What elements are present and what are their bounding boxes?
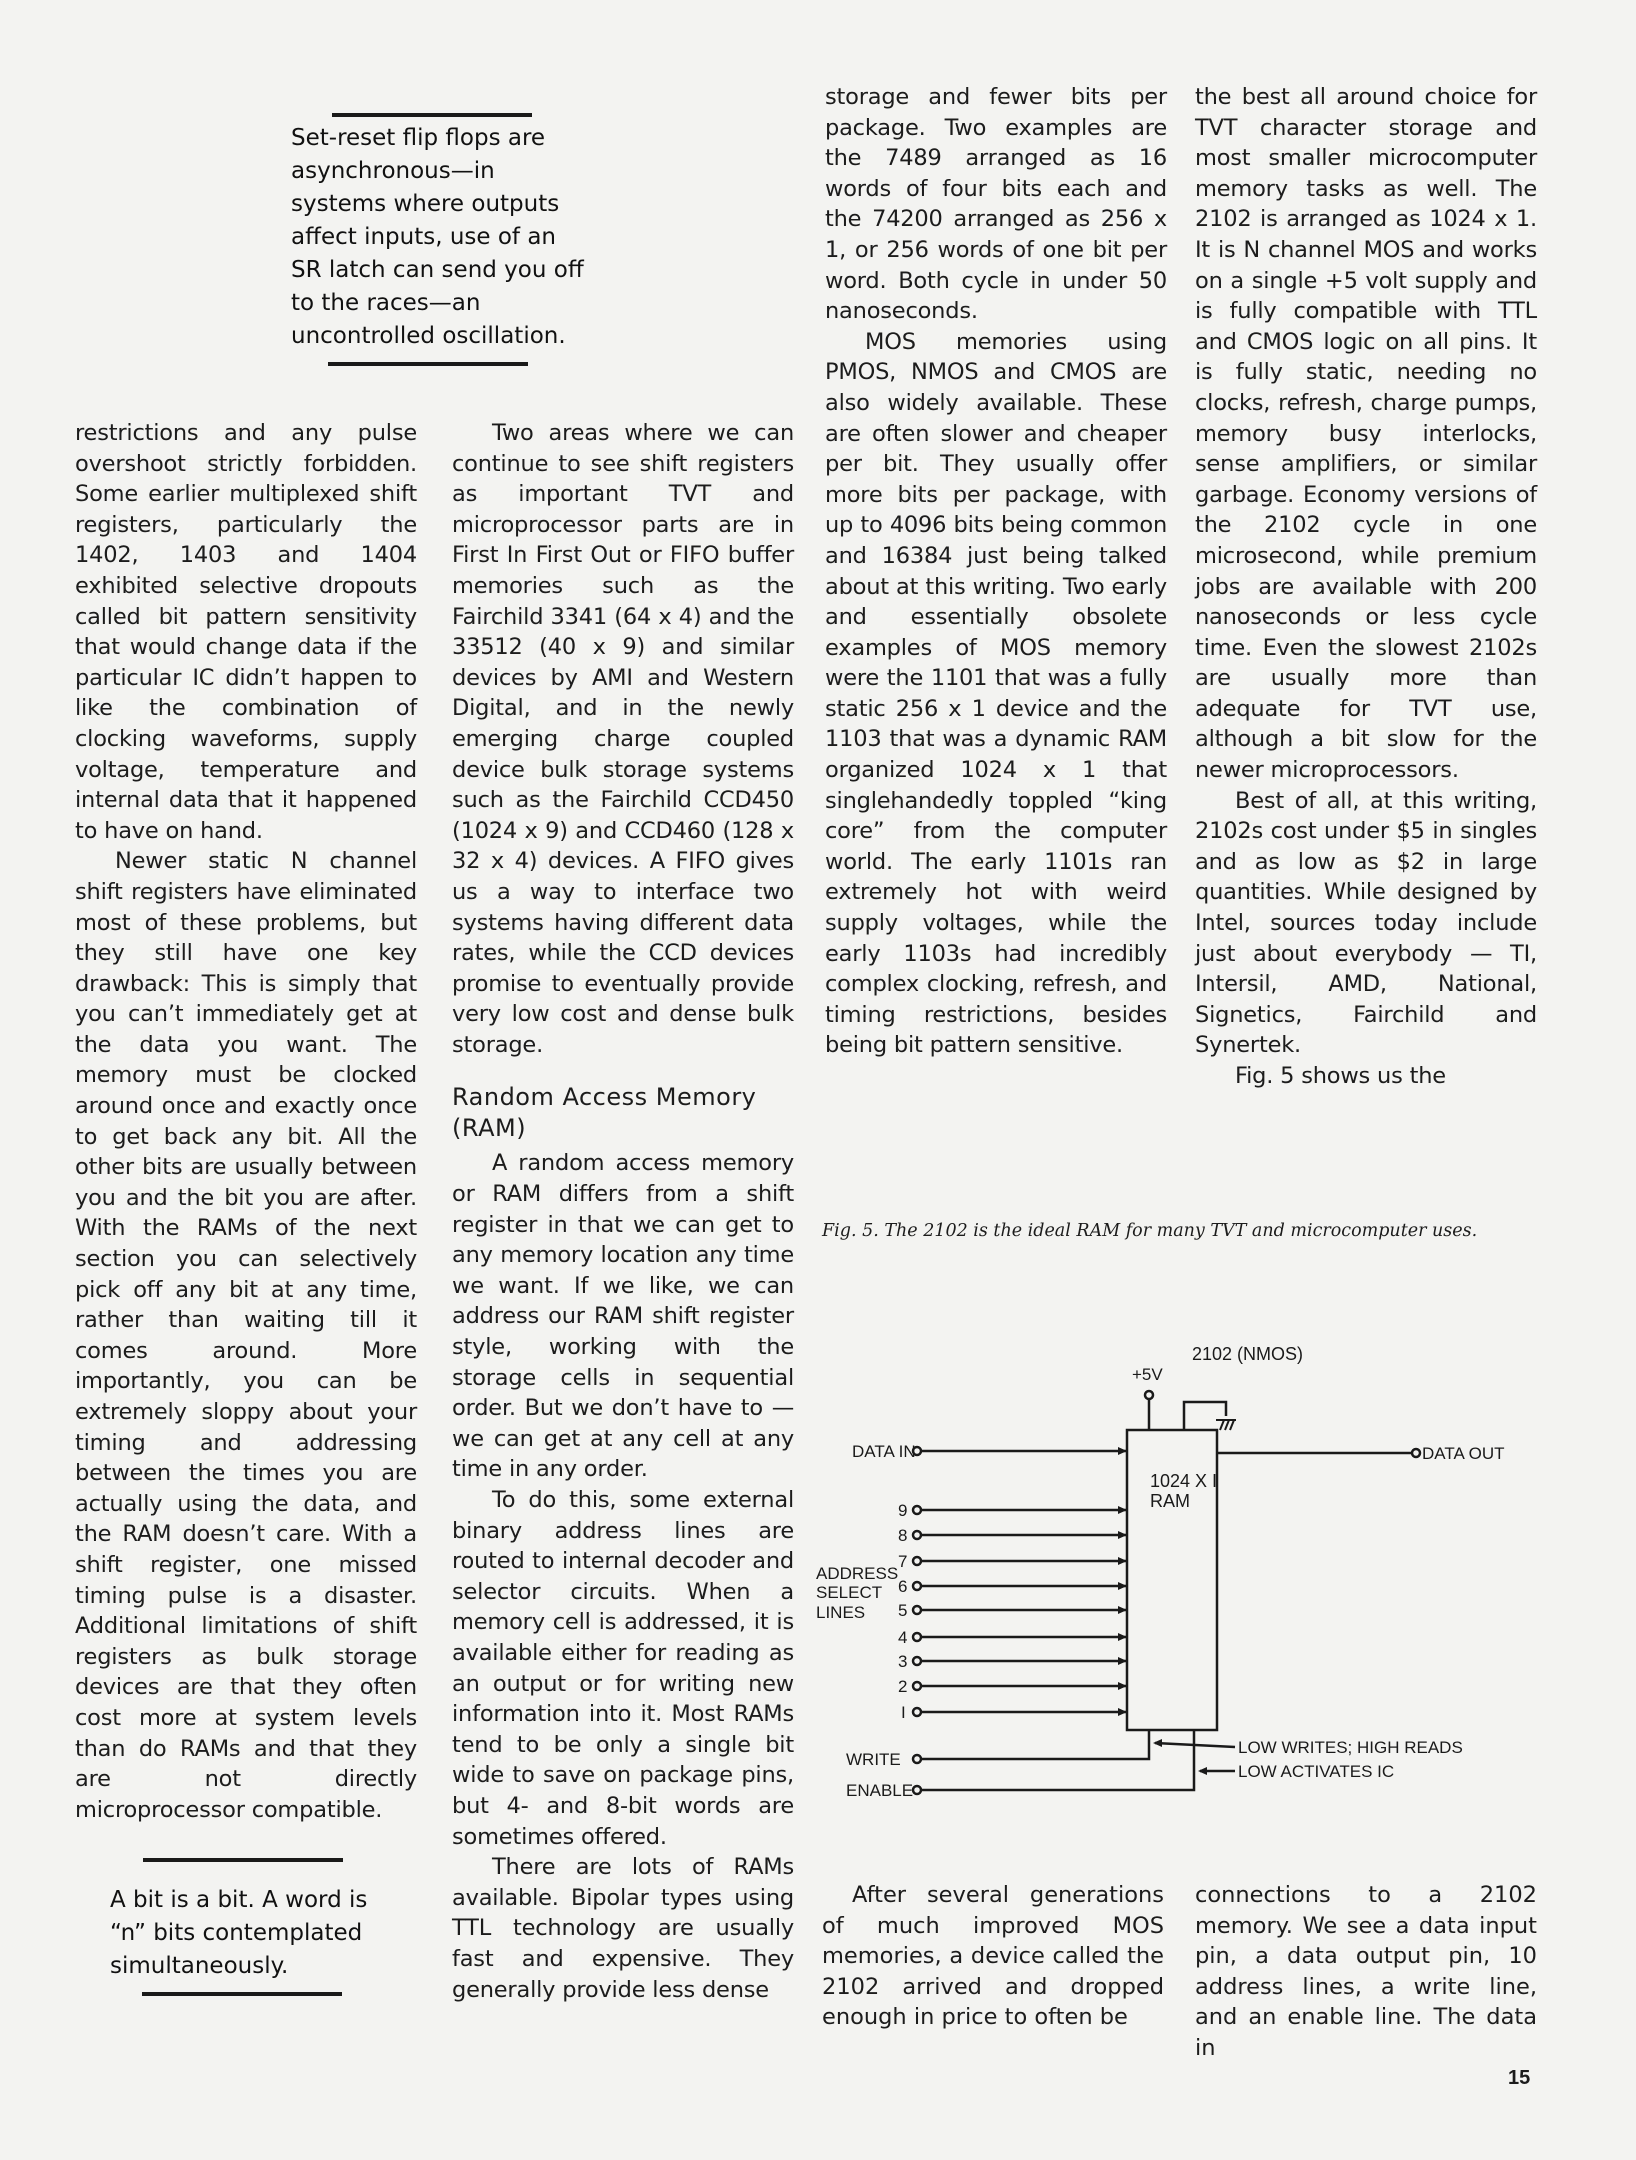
column-1 (75, 418, 417, 1825)
column-4 (1195, 82, 1537, 1092)
paragraph: storage and fewer bits per package. Two examples are the 7489 arranged as 16 words of four bits each and the 74200 arranged as 256 x 1, or 256 words of one bit per word. Both cycle in under 50 nanoseconds. (825, 84, 1167, 325)
enable-label: ENABLE (846, 1781, 914, 1800)
svg-text:6: 6 (898, 1577, 908, 1596)
svg-text:5: 5 (898, 1601, 908, 1620)
page-number: 15 (1508, 2067, 1531, 2089)
data-out-label: DATA OUT (1422, 1444, 1505, 1463)
paragraph: Fig. 5 shows us the (1235, 1063, 1446, 1089)
paragraph: restrictions and any pulse overshoot strictly forbidden. Some earlier multiplexed shift registers, particularly the 1402, 1403 and 1404 exhibited selective dropouts called bit pattern sensitivity that would change data if the particular IC didn’t happen to like the combination of clocking waveforms, supply voltage, temperature and internal data that it happened to have on hand. (75, 420, 417, 844)
write-label: WRITE (846, 1750, 901, 1769)
paragraph: After several generations of much improved MOS memories, a device called the 2102 arrived and dropped enough in price to often be (822, 1882, 1164, 2031)
paragraph: Best of all, at this writing, 2102s cost under $5 in singles and as low as $2 in large quantities. While designed by Intel, sources today include just about everybody — TI, Intersil, AMD, National, Signetics, Fairchild and Synertek. (1195, 787, 1537, 1059)
paragraph: MOS memories using PMOS, NMOS and CMOS are also widely available. These are often slower and cheaper per bit. They usually offer more bits per package, with up to 4096 bits being common and 16384 just being talked about at this writing. Two early and essentially obsolete examples of MOS memory were the 1101 that was a fully static 256 x 1 device and the 1103 that was a dynamic RAM organized 1024 x 1 that singlehandedly toppled “king core” from the computer world. The early 1101s ran extremely hot with weird supply voltages, while the early 1103s had incredibly complex clocking, refresh, and timing restrictions, besides being bit pattern sensitive. (825, 328, 1167, 1059)
svg-text:4: 4 (898, 1628, 908, 1647)
bottom-column-right (1195, 1880, 1537, 2064)
section-heading: Random Access Memory (RAM) (452, 1083, 757, 1143)
pull-quote-bottom-rule-lower (142, 1992, 342, 1996)
paragraph: connections to a 2102 memory. We see a data input pin, a data output pin, 10 address lines, a write line, and an enable line. The data in (1195, 1882, 1537, 2061)
paragraph: To do this, some external binary address lines are routed to internal decoder and selector circuits. When a memory cell is addressed, it is available either for reading as an output or for writing new information into it. Most RAMs tend to be only a single bit wide to save on package pins, but 4- and 8-bit words are sometimes offered. (452, 1487, 794, 1850)
write-note: LOW WRITES; HIGH READS (1238, 1738, 1463, 1757)
enable-note: LOW ACTIVATES IC (1238, 1762, 1395, 1781)
diagram-title: 2102 (NMOS) (1192, 1344, 1304, 1364)
address-lines (913, 1506, 1127, 1716)
paragraph: Newer static N channel shift registers have eliminated most of these problems, but they still have one key drawback: This is simply that you can’t immediately get at the data you want. The memory must be clocked around once and exactly once to get back any bit. All the other bits are usually between you and the bit you are after. With the RAMs of the next section you can selectively pick off any bit at any time, rather than waiting till it comes around. More importantly, you can be extremely sloppy about your timing and addressing between the times you are actually using the data, and the RAM doesn’t care. With a shift register, one missed timing pulse is a disaster. Additional limitations of shift registers as bulk storage devices are that they often cost more at system levels than do RAMs and that they are not directly microprocessor compatible. (75, 848, 417, 1823)
figure-caption: Fig. 5. The 2102 is the ideal RAM for many TVT and microcomputer uses. (822, 1221, 1478, 1241)
address-label-1: ADDRESS (816, 1564, 899, 1583)
svg-text:8: 8 (898, 1526, 908, 1545)
paragraph: Two areas where we can continue to see shift registers as important TVT and microprocessor parts are in First In First Out or FIFO buffer memories such as the Fairchild 3341 (64 x 4) and the 33512 (40 x 9) and similar devices by AMI and Western Digital, and in the newly emerging charge coupled device bulk storage systems such as the Fairchild CCD450 (1024 x 9) and CCD460 (128 x 32 x 4) devices. A FIFO gives us a way to interface two systems having different data rates, while the CCD devices promise to eventually provide very low cost and dense bulk storage. (452, 420, 794, 1058)
address-label-2: SELECT (816, 1583, 883, 1602)
svg-text:I: I (901, 1703, 906, 1722)
pull-quote-top-rule-upper (332, 113, 532, 117)
svg-text:2: 2 (898, 1677, 908, 1696)
column-2 (452, 418, 794, 2005)
pull-quote-bottom-rule-upper (143, 1858, 343, 1862)
pull-quote-top-rule-lower (328, 362, 528, 366)
bottom-column-left (822, 1880, 1164, 2033)
paragraph: A random access memory or RAM differs from a shift register in that we can get to any memory location any time we want. If we like, we can address our RAM shift register style, working with the storage cells in sequential order. But we don’t have to — we can get at any cell at any time in any order. (452, 1150, 794, 1483)
svg-text:9: 9 (898, 1501, 908, 1520)
address-label-3: LINES (816, 1603, 866, 1622)
chip-label-line1: 1024 X I (1150, 1471, 1218, 1491)
pull-quote-bottom: A bit is a bit. A word is “n” bits contemplated simultaneously. (110, 1887, 368, 1979)
data-in-label: DATA IN (852, 1442, 916, 1461)
paragraph: There are lots of RAMs available. Bipolar types using TTL technology are usually fast and expensive. They generally provide less dense (452, 1854, 794, 2003)
pull-quote-top: Set-reset flip flops are asynchronous—in systems where outputs affect inputs, use of an SR latch can send you off to the races—an uncontrolled oscillation. (291, 125, 584, 349)
supply-label: +5V (1132, 1365, 1163, 1384)
chip-label-line2: RAM (1150, 1491, 1190, 1511)
column-3 (825, 82, 1167, 1061)
svg-text:7: 7 (898, 1552, 908, 1571)
svg-text:3: 3 (898, 1652, 908, 1671)
ram-2102-diagram (810, 1340, 1570, 1820)
address-pin-numbers (898, 1501, 907, 1722)
paragraph: the best all around choice for TVT character storage and most smaller microcomputer memory tasks as well. The 2102 is arranged as 1024 x 1. It is N channel MOS and works on a single +5 volt supply and is fully compatible with TTL and CMOS logic on all pins. It is fully static, needing no clocks, refresh, charge pumps, memory busy interlocks, sense amplifiers, or similar garbage. Economy versions of the 2102 cycle in one microsecond, while premium jobs are available with 200 nanoseconds or less cycle time. Even the slowest 2102s are usually more than adequate for TVT use, although a bit slow for the newer microprocessors. (1195, 84, 1537, 784)
